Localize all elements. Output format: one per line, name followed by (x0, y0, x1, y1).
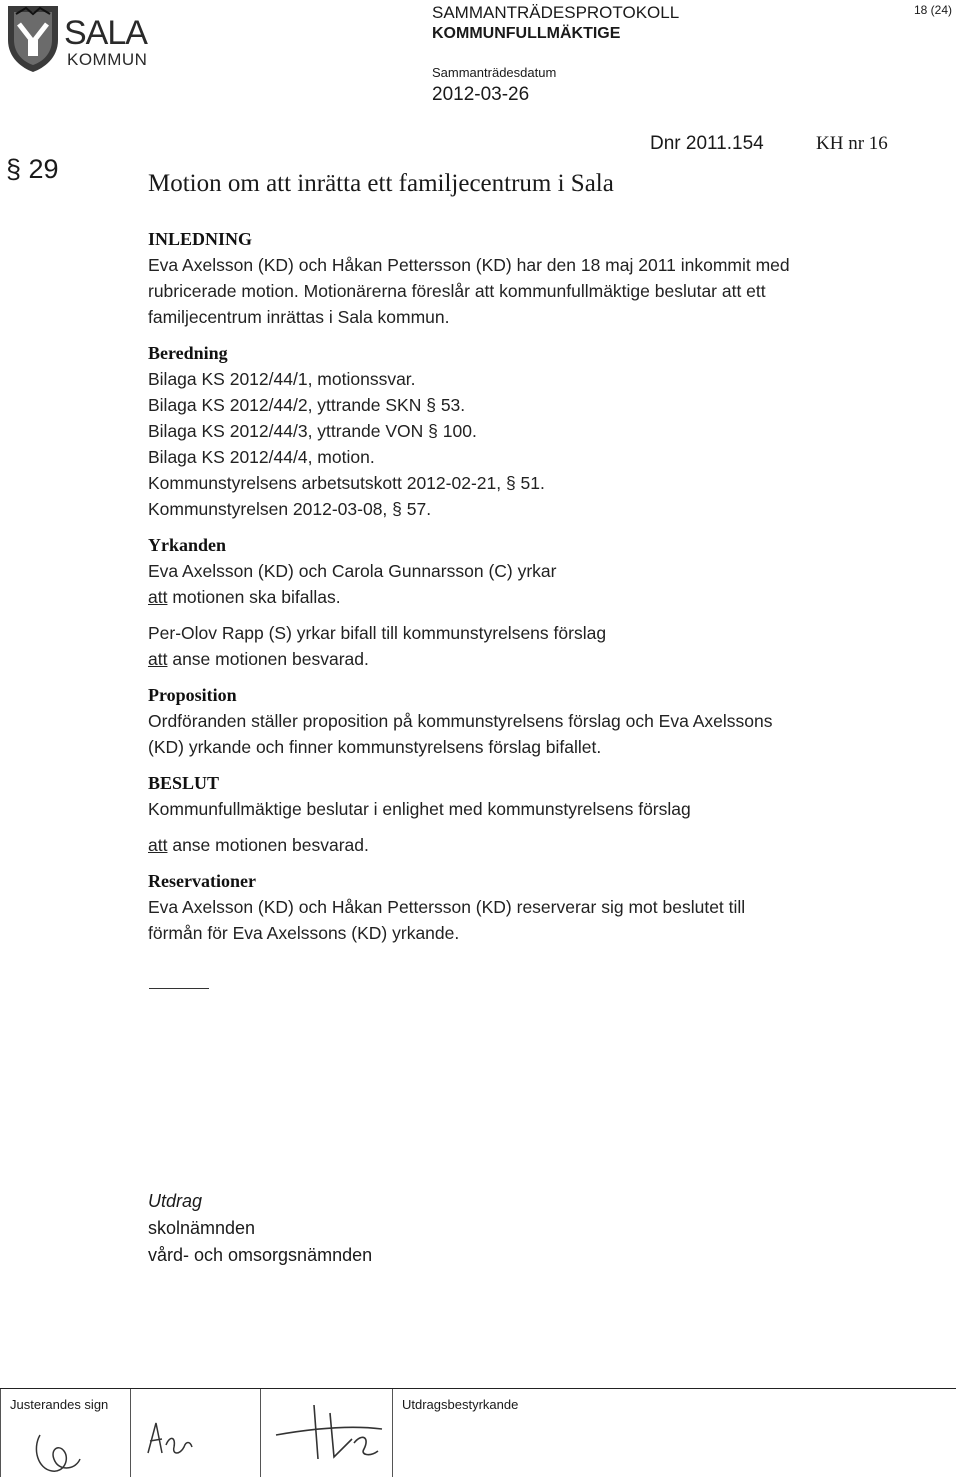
yrkande-att-line (148, 646, 918, 672)
utdrag-recipient: skolnämnden (148, 1218, 256, 1238)
minutes-content (148, 226, 918, 946)
yrkande-att-line (148, 584, 918, 610)
proposition-heading: Proposition (148, 685, 237, 705)
beslut-att-line (148, 832, 918, 858)
yrkande-att-text: motionen ska bifallas. (167, 587, 341, 607)
reservation-line: förmån för Eva Axelssons (KD) yrkande. (148, 923, 460, 943)
yrkande-att-text: anse motionen besvarad. (167, 649, 369, 669)
sign-cell-2 (130, 1389, 131, 1477)
page-number: 18 (24) (913, 3, 952, 17)
date-label: Sammanträdesdatum (432, 65, 557, 80)
section-title: Motion om att inrätta ett familjecentrum i Sala (148, 170, 614, 197)
beslut-line: Kommunfullmäktige beslutar i enlighet med kommunstyrelsens förslag (148, 799, 691, 819)
org-name: SALA (64, 14, 147, 52)
justerandes-sign-label: Justerandes sign (10, 1397, 109, 1412)
signature-2 (140, 1415, 210, 1465)
signature-3 (270, 1399, 390, 1469)
beredning-heading: Beredning (148, 343, 228, 363)
yrkande-line: Per-Olov Rapp (S) yrkar bifall till kommunstyrelsens förslag (148, 623, 607, 643)
diary-number: Dnr 2011.154 (650, 133, 764, 154)
utdrag-block (148, 1188, 372, 1269)
att-keyword: att (148, 587, 168, 607)
utdragsbestyrkande-label: Utdragsbestyrkande (402, 1397, 519, 1412)
proposition-line: (KD) yrkande och finner kommunstyrelsens förslag bifallet. (148, 737, 602, 757)
beredning-item: Bilaga KS 2012/44/3, yttrande VON § 100. (148, 421, 477, 441)
reservation-line: Eva Axelsson (KD) och Håkan Pettersson (KD) reserverar sig mot beslutet till (148, 897, 746, 917)
signature-footer (0, 1388, 956, 1479)
signature-1 (30, 1429, 100, 1477)
sign-cell-1 (0, 1389, 1, 1477)
utdrag-recipient: vård- och omsorgsnämnden (148, 1245, 373, 1265)
inledning-line: rubricerade motion. Motionärerna föreslår att kommunfullmäktige beslutar att ett (148, 281, 766, 301)
sign-cell-3 (260, 1389, 261, 1477)
beredning-item: Bilaga KS 2012/44/2, yttrande SKN § 53. (148, 395, 466, 415)
att-keyword: att (148, 649, 168, 669)
body-name: KOMMUNFULLMÄKTIGE (432, 25, 621, 42)
att-keyword: att (148, 835, 168, 855)
beslut-att-text: anse motionen besvarad. (167, 835, 369, 855)
inledning-heading: INLEDNING (148, 229, 253, 249)
beredning-item: Bilaga KS 2012/44/4, motion. (148, 447, 375, 467)
inledning-line: familjecentrum inrättas i Sala kommun. (148, 307, 450, 327)
reservationer-heading: Reservationer (148, 871, 256, 891)
beredning-item: Bilaga KS 2012/44/1, motionssvar. (148, 369, 416, 389)
paragraph-number: § 29 (6, 154, 59, 184)
utdrag-heading: Utdrag (148, 1191, 203, 1211)
yrkande-line: Eva Axelsson (KD) och Carola Gunnarsson (C) yrkar (148, 561, 557, 581)
inledning-line: Eva Axelsson (KD) och Håkan Pettersson (KD) har den 18 maj 2011 inkommit med (148, 255, 790, 275)
kh-number: KH nr 16 (816, 133, 888, 154)
beredning-item: Kommunstyrelsen 2012-03-08, § 57. (148, 499, 432, 519)
beredning-item: Kommunstyrelsens arbetsutskott 2012-02-21, § 51. (148, 473, 545, 493)
yrkanden-heading: Yrkanden (148, 535, 227, 555)
document-type: SAMMANTRÄDESPROTOKOLL (432, 3, 680, 22)
divider (149, 988, 209, 989)
proposition-line: Ordföranden ställer proposition på kommunstyrelsens förslag och Eva Axelssons (148, 711, 773, 731)
org-subname: KOMMUN (67, 50, 148, 69)
sign-cell-4 (392, 1389, 393, 1477)
meeting-date: 2012-03-26 (432, 84, 530, 105)
beslut-heading: BESLUT (148, 773, 220, 793)
